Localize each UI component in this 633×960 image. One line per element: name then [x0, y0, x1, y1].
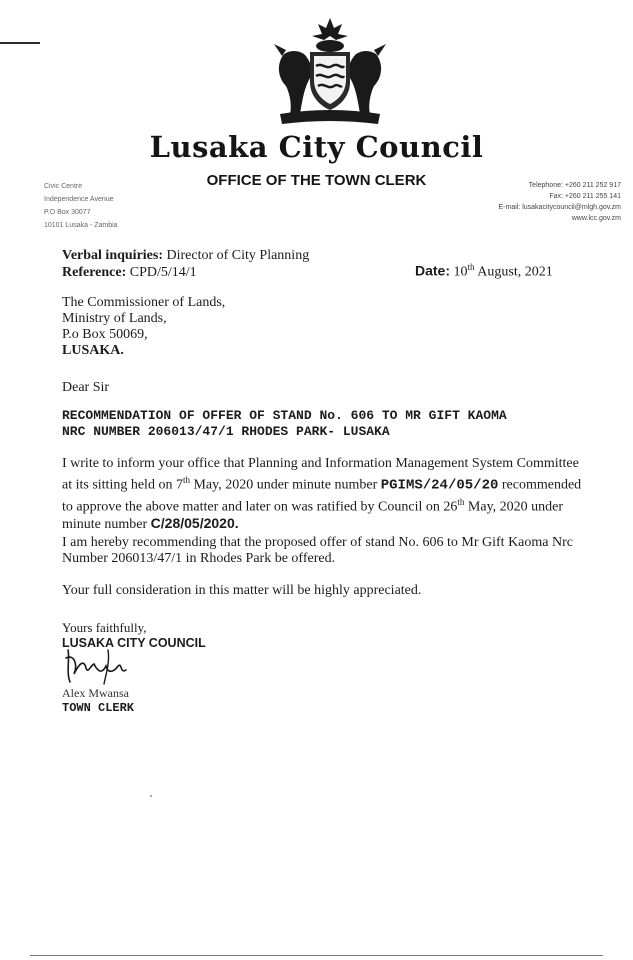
recipient-city: LUSAKA.: [62, 343, 124, 358]
body-text: May, 2020 under minute number: [189, 477, 381, 493]
council-name: Lusaka City Council: [149, 130, 484, 164]
address-line: Independence Avenue: [44, 196, 114, 203]
body-text: I write to inform your office that Planning and Information Management System Committee at its sitting held on 7: [62, 456, 579, 493]
body-text: recommended to approve the above matter and later on was ratified by Council on 26: [62, 477, 582, 515]
subject-line: NRC NUMBER 206013/47/1 RHODES PARK- LUSAKA: [62, 424, 390, 439]
body-paragraph-1: [62, 456, 582, 533]
minute-number: PGIMS/24/05/20: [380, 477, 499, 494]
contact-line: www.lcc.gov.zm: [571, 215, 621, 222]
recipient-line: Ministry of Lands,: [62, 311, 167, 326]
contact-line: Fax: +260 211 255 141: [549, 193, 621, 200]
office-title: OFFICE OF THE TOWN CLERK: [206, 172, 427, 189]
ordinal-suffix: th: [182, 475, 190, 485]
date-label: Date:: [415, 262, 451, 279]
date-day: 10: [453, 264, 468, 280]
signer-name: Alex Mwansa: [62, 686, 129, 700]
address-line: P.O Box 30077: [44, 209, 91, 216]
scan-speck: [150, 795, 152, 797]
date-suffix: th: [467, 262, 475, 272]
date-rest: August, 2021: [477, 264, 553, 280]
signer-title: TOWN CLERK: [62, 701, 135, 715]
recipient-line: The Commissioner of Lands,: [62, 295, 226, 310]
body-paragraph-2: I am hereby recommending that the proposed offer of stand No. 606 to Mr Gift Kaoma Nrc Number 206013/47/1 in Rhodes Park be offered.: [62, 535, 573, 566]
subject-line: RECOMMENDATION OF OFFER OF STAND No. 606 TO MR GIFT KAOMA: [62, 408, 507, 423]
postal-address: [44, 180, 118, 232]
contact-line: E-mail: lusakacitycouncil@mlgh.gov.zm: [498, 204, 621, 211]
recipient-address: [62, 295, 225, 359]
body-text: May, 2020 under minute number: [62, 499, 564, 533]
coat-of-arms-icon: [270, 14, 390, 132]
body-paragraph-3: Your full consideration in this matter will be highly appreciated.: [62, 583, 422, 598]
address-line: Civic Centre: [44, 183, 83, 190]
contact-details: [498, 180, 621, 224]
recipient-line: P.o Box 50069,: [62, 327, 148, 342]
contact-line: Telephone: +260 211 252 917: [528, 182, 621, 189]
reference-value: CPD/5/14/1: [129, 265, 197, 280]
letter-date: [415, 262, 553, 281]
scan-edge-mark: [0, 42, 40, 44]
salutation: Dear Sir: [62, 380, 110, 395]
signoff-council: LUSAKA CITY COUNCIL: [62, 636, 206, 650]
subject-heading: [62, 408, 582, 440]
closing: Yours faithfully,: [62, 620, 147, 635]
ordinal-suffix: th: [457, 496, 465, 507]
minute-number: C/28/05/2020.: [150, 515, 239, 532]
scan-bottom-edge: [30, 955, 603, 956]
inquiries-value: Director of City Planning: [166, 248, 310, 263]
reference-label: Reference:: [62, 265, 127, 280]
address-line: 10101 Lusaka - Zambia: [44, 222, 118, 229]
handwritten-signature: [60, 644, 140, 688]
inquiries-label: Verbal inquiries:: [62, 248, 163, 263]
reference-block: [62, 247, 309, 281]
